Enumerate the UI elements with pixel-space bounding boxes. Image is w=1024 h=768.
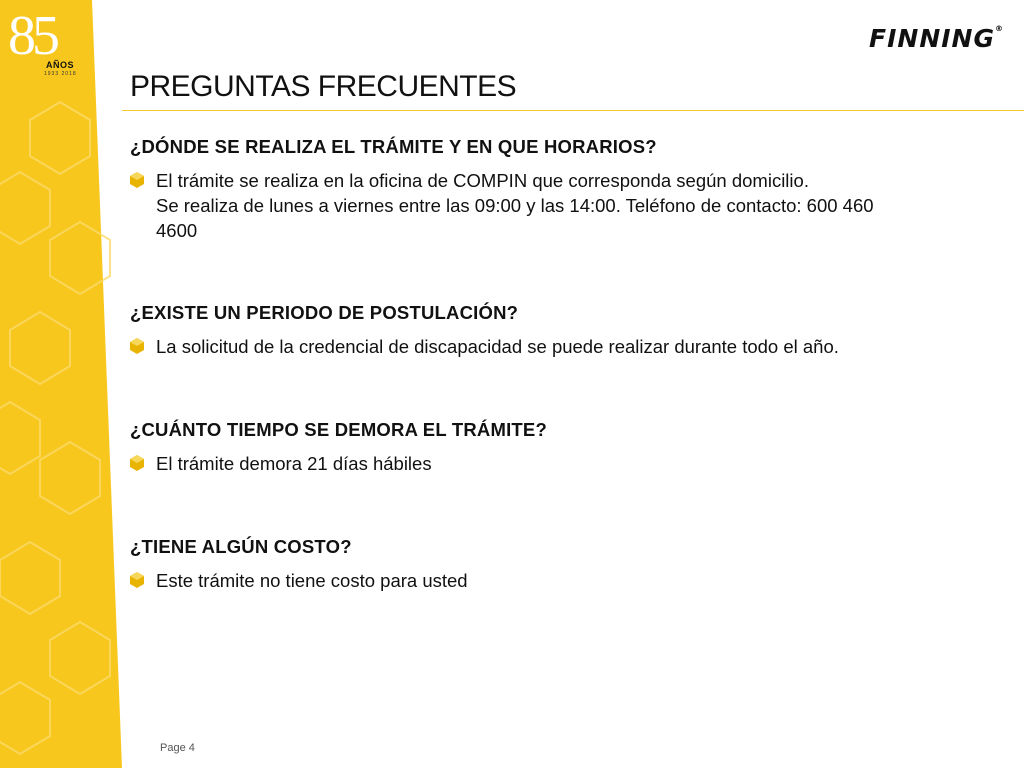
answer-line: Se realiza de lunes a viernes entre las 09:00 y las 14:00. Teléfono de contacto: 600 460 <box>156 195 874 216</box>
answer-line: El trámite demora 21 días hábiles <box>156 453 432 474</box>
answer-line: Este trámite no tiene costo para usted <box>156 570 468 591</box>
faq-answer <box>130 168 990 243</box>
faq-list <box>130 134 990 593</box>
anniversary-number: 85 <box>8 5 56 67</box>
title-divider <box>122 110 1024 111</box>
faq-answer <box>130 334 990 359</box>
hexagon-bullet-icon <box>130 572 144 588</box>
answer-line: El trámite se realiza en la oficina de COMPIN que corresponda según domicilio. <box>156 170 809 191</box>
faq-question: ¿TIENE ALGÚN COSTO? <box>130 536 352 557</box>
registered-mark: ® <box>995 24 1004 33</box>
brand-name: FINNING <box>869 24 995 53</box>
hexagon-bullet-icon <box>130 338 144 354</box>
faq-question: ¿DÓNDE SE REALIZA EL TRÁMITE Y EN QUE HORARIOS? <box>130 136 657 157</box>
page-number: Page 4 <box>160 742 195 754</box>
faq-question: ¿EXISTE UN PERIODO DE POSTULACIÓN? <box>130 302 519 323</box>
faq-item <box>130 417 990 534</box>
faq-question: ¿CUÁNTO TIEMPO SE DEMORA EL TRÁMITE? <box>130 419 547 440</box>
anniversary-years: 1933 2018 <box>44 71 77 77</box>
faq-answer <box>130 568 990 593</box>
anniversary-badge <box>8 5 88 80</box>
side-decorative-band <box>0 0 122 768</box>
faq-item <box>130 300 990 417</box>
anniversary-word: AÑOS <box>46 60 75 70</box>
hexagon-bullet-icon <box>130 172 144 188</box>
answer-line: La solicitud de la credencial de discapacidad se puede realizar durante todo el año. <box>156 336 839 357</box>
faq-item <box>130 134 990 300</box>
faq-item <box>130 534 990 593</box>
answer-line: 4600 <box>156 220 198 241</box>
page-title: PREGUNTAS FRECUENTES <box>130 70 517 103</box>
hexagon-bullet-icon <box>130 455 144 471</box>
finning-logo <box>869 24 1004 53</box>
faq-answer <box>130 451 990 476</box>
